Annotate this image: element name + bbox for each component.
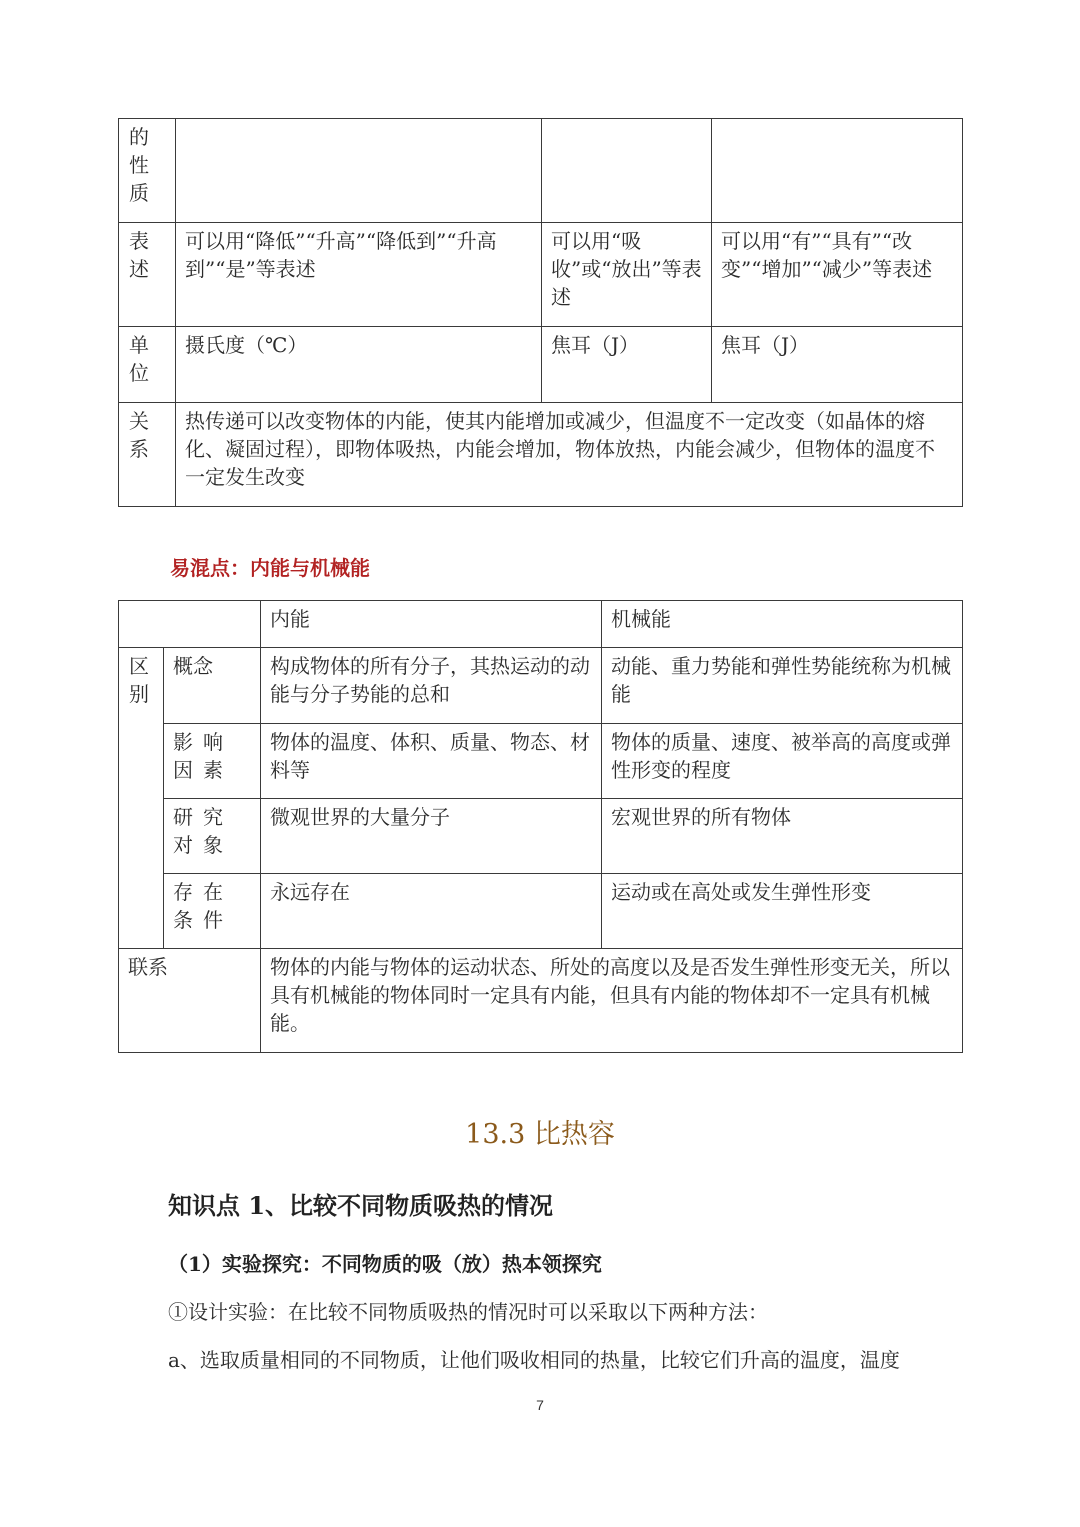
table-row xyxy=(119,223,963,327)
link-text-cell: 物体的内能与物体的运动状态、所处的高度以及是否发生弹性形变无关，所以具有机械能的物体同时一定具有内能，但具有内能的物体却不一定具有机械能。 xyxy=(261,949,963,1053)
table-cell: 物体的温度、体积、质量、物态、材料等 xyxy=(261,724,602,799)
table-row xyxy=(119,648,963,724)
table-row xyxy=(119,724,963,799)
internal-vs-mechanical-energy-table xyxy=(118,600,963,1053)
table-cell: 微观世界的大量分子 xyxy=(261,799,602,874)
comparison-table-continued xyxy=(118,118,963,507)
table-row xyxy=(119,799,963,874)
table-cell: 焦耳（J） xyxy=(712,327,963,403)
header-cell-mechanical-energy: 机械能 xyxy=(602,601,963,648)
table-cell: 摄氏度（℃） xyxy=(176,327,542,403)
table-cell: 运动或在高处或发生弹性形变 xyxy=(602,874,963,949)
experiment-subheading: （1）实验探究：不同物质的吸（放）热本领探究 xyxy=(168,1252,602,1276)
row-label: 影响因素 xyxy=(164,724,261,799)
table-cell: 焦耳（J） xyxy=(542,327,712,403)
table-row xyxy=(119,327,963,403)
table-row xyxy=(119,119,963,223)
row-label: 表述 xyxy=(119,223,176,327)
table-cell: 物体的质量、速度、被举高的高度或弹性形变的程度 xyxy=(602,724,963,799)
table-row xyxy=(119,874,963,949)
merged-cell: 热传递可以改变物体的内能，使其内能增加或减少，但温度不一定改变（如晶体的熔化、凝固过程），即物体吸热，内能会增加，物体放热，内能会减少，但物体的温度不一定发生改变 xyxy=(176,403,963,507)
table-cell xyxy=(712,119,963,223)
row-label: 概念 xyxy=(164,648,261,724)
table-cell: 构成物体的所有分子，其热运动的动能与分子势能的总和 xyxy=(261,648,602,724)
confusion-heading: 易混点：内能与机械能 xyxy=(170,556,370,580)
table-cell: 永远存在 xyxy=(261,874,602,949)
header-cell-empty xyxy=(119,601,261,648)
table-cell xyxy=(176,119,542,223)
section-title: 13.3 比热容 xyxy=(465,1119,615,1150)
row-label: 单位 xyxy=(119,327,176,403)
table-cell xyxy=(542,119,712,223)
table-header-row xyxy=(119,601,963,648)
row-label-link: 联系 xyxy=(119,949,261,1053)
row-label: 存在条件 xyxy=(164,874,261,949)
row-label: 关系 xyxy=(119,403,176,507)
knowledge-point-heading: 知识点 1、比较不同物质吸热的情况 xyxy=(168,1191,554,1220)
table-cell: 可以用“吸收”或“放出”等表述 xyxy=(542,223,712,327)
table-cell: 动能、重力势能和弹性势能统称为机械能 xyxy=(602,648,963,724)
paragraph: a、选取质量相同的不同物质，让他们吸收相同的热量，比较它们升高的温度，温度 xyxy=(168,1348,900,1372)
table-cell: 可以用“降低”“升高”“降低到”“升高到”“是”等表述 xyxy=(176,223,542,327)
table-cell: 可以用“有”“具有”“改变”“增加”“减少”等表述 xyxy=(712,223,963,327)
paragraph: ①设计实验：在比较不同物质吸热的情况时可以采取以下两种方法： xyxy=(168,1300,768,1324)
row-label: 研究对象 xyxy=(164,799,261,874)
page-number: 7 xyxy=(536,1397,544,1413)
table-cell: 宏观世界的所有物体 xyxy=(602,799,963,874)
header-cell-internal-energy: 内能 xyxy=(261,601,602,648)
table-row xyxy=(119,949,963,1053)
group-label-difference: 区别 xyxy=(119,648,164,949)
table-row xyxy=(119,403,963,507)
row-label: 的性质 xyxy=(119,119,176,223)
